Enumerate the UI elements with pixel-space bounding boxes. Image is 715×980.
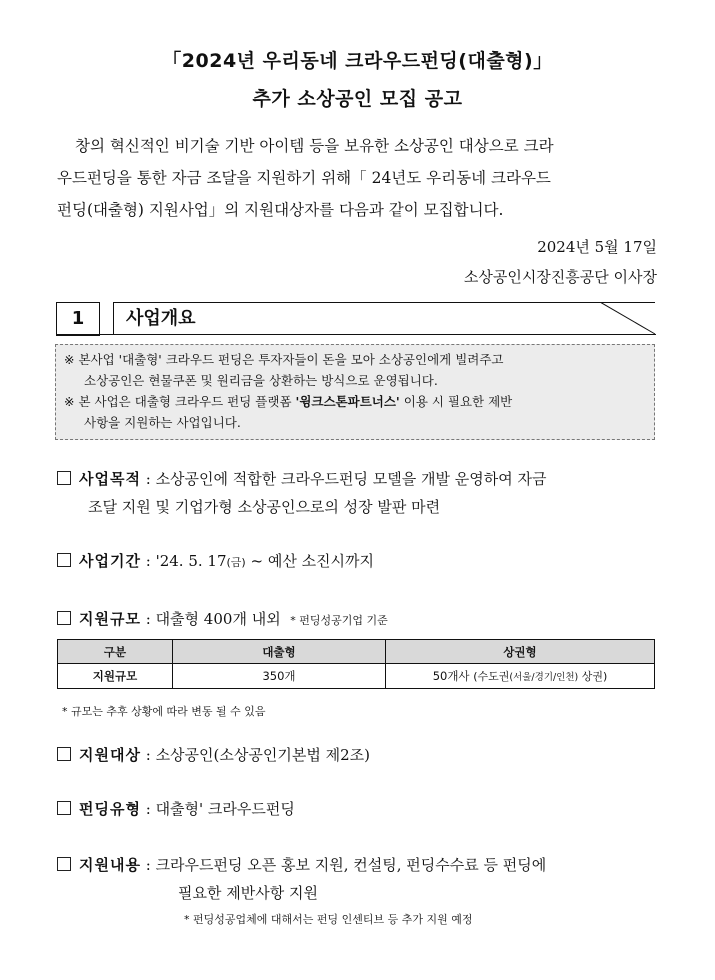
announcement-date: 2024년 5월 17일 [537, 238, 657, 256]
table-header: 상권형 [386, 640, 655, 664]
item-period: 사업기간 : '24. 5. 17(금) ~ 예산 소진시까지 [57, 550, 374, 571]
item-content-cont: 필요한 제반사항 지원 [178, 884, 318, 902]
table-cell: 50개사 (수도권(서울/경기/인천) 상권) [386, 664, 655, 689]
checkbox-icon [57, 553, 71, 567]
section-title: 사업개요 [113, 302, 655, 334]
notice-line-3: ※ 본 사업은 대출형 크라우드 펀딩 플랫폼 '윙크스톤파트너스' 이용 시 필요한 제반 [64, 394, 513, 409]
item-purpose-cont: 조달 지원 및 기업가형 소상공인으로의 성장 발판 마련 [88, 498, 441, 516]
table-header: 구분 [58, 640, 173, 664]
intro-line-1: 창의 혁신적인 비기술 기반 아이템 등을 보유한 소상공인 대상으로 크라 [75, 137, 554, 155]
notice-line-1: ※ 본사업 '대출형' 크라우드 펀딩은 투자자들이 돈을 모아 소상공인에게 빌려주고 [64, 352, 504, 367]
content-note: * 펀딩성공업체에 대해서는 펀딩 인센티브 등 추가 지원 예정 [184, 913, 473, 926]
section-underline [56, 334, 656, 335]
item-funding-type: 펀딩유형 : 대출형' 크라우드펀딩 [57, 798, 295, 819]
issuer: 소상공인시장진흥공단 이사장 [463, 268, 657, 286]
item-text: : 소상공인에 적합한 크라우드펀딩 모델을 개발 운영하여 자금 [145, 470, 547, 488]
platform-name: '윙크스톤파트너스' [295, 394, 400, 409]
item-label: 지원규모 [79, 610, 141, 628]
scale-note: * 펀딩성공기업 기준 [290, 614, 388, 627]
item-scale: 지원규모 : 대출형 400개 내외 * 펀딩성공기업 기준 [57, 608, 388, 629]
checkbox-icon [57, 801, 71, 815]
table-cell: 지원규모 [58, 664, 173, 689]
intro-line-2: 우드펀딩을 통한 자금 조달을 지원하기 위해「 24년도 우리동네 크라우드 [57, 169, 551, 187]
table-header-row [58, 640, 655, 664]
notice-line-4: 사항을 지원하는 사업입니다. [84, 415, 241, 430]
item-purpose [57, 468, 546, 489]
scale-table [57, 639, 655, 689]
section-corner-decoration [600, 302, 656, 336]
item-label: 지원내용 [79, 856, 141, 874]
title-line-2: 추가 소상공인 모집 공고 [252, 88, 463, 110]
title-line-1: 「2024년 우리동네 크라우드펀딩(대출형)」 [162, 50, 553, 72]
item-label: 지원대상 [79, 746, 141, 764]
checkbox-icon [57, 747, 71, 761]
notice-line-2: 소상공인은 현물쿠폰 및 원리금을 상환하는 방식으로 운영됩니다. [84, 373, 438, 388]
table-row [58, 664, 655, 689]
table-cell: 350개 [173, 664, 386, 689]
intro-line-3: 펀딩(대출형) 지원사업」의 지원대상자를 다음과 같이 모집합니다. [57, 201, 504, 219]
item-label: 사업목적 [79, 470, 141, 488]
notice-box [55, 344, 655, 440]
item-target: 지원대상 : 소상공인(소상공인기본법 제2조) [57, 744, 370, 765]
checkbox-icon [57, 471, 71, 485]
scale-footnote: * 규모는 추후 상황에 따라 변동 될 수 있음 [62, 705, 266, 718]
checkbox-icon [57, 857, 71, 871]
item-label: 펀딩유형 [79, 800, 141, 818]
checkbox-icon [57, 611, 71, 625]
item-label: 사업기간 [79, 552, 141, 570]
section-number: 1 [56, 302, 100, 336]
item-content: 지원내용 : 크라우드펀딩 오픈 홍보 지원, 컨설팅, 펀딩수수료 등 펀딩에 [57, 854, 546, 875]
table-header: 대출형 [173, 640, 386, 664]
